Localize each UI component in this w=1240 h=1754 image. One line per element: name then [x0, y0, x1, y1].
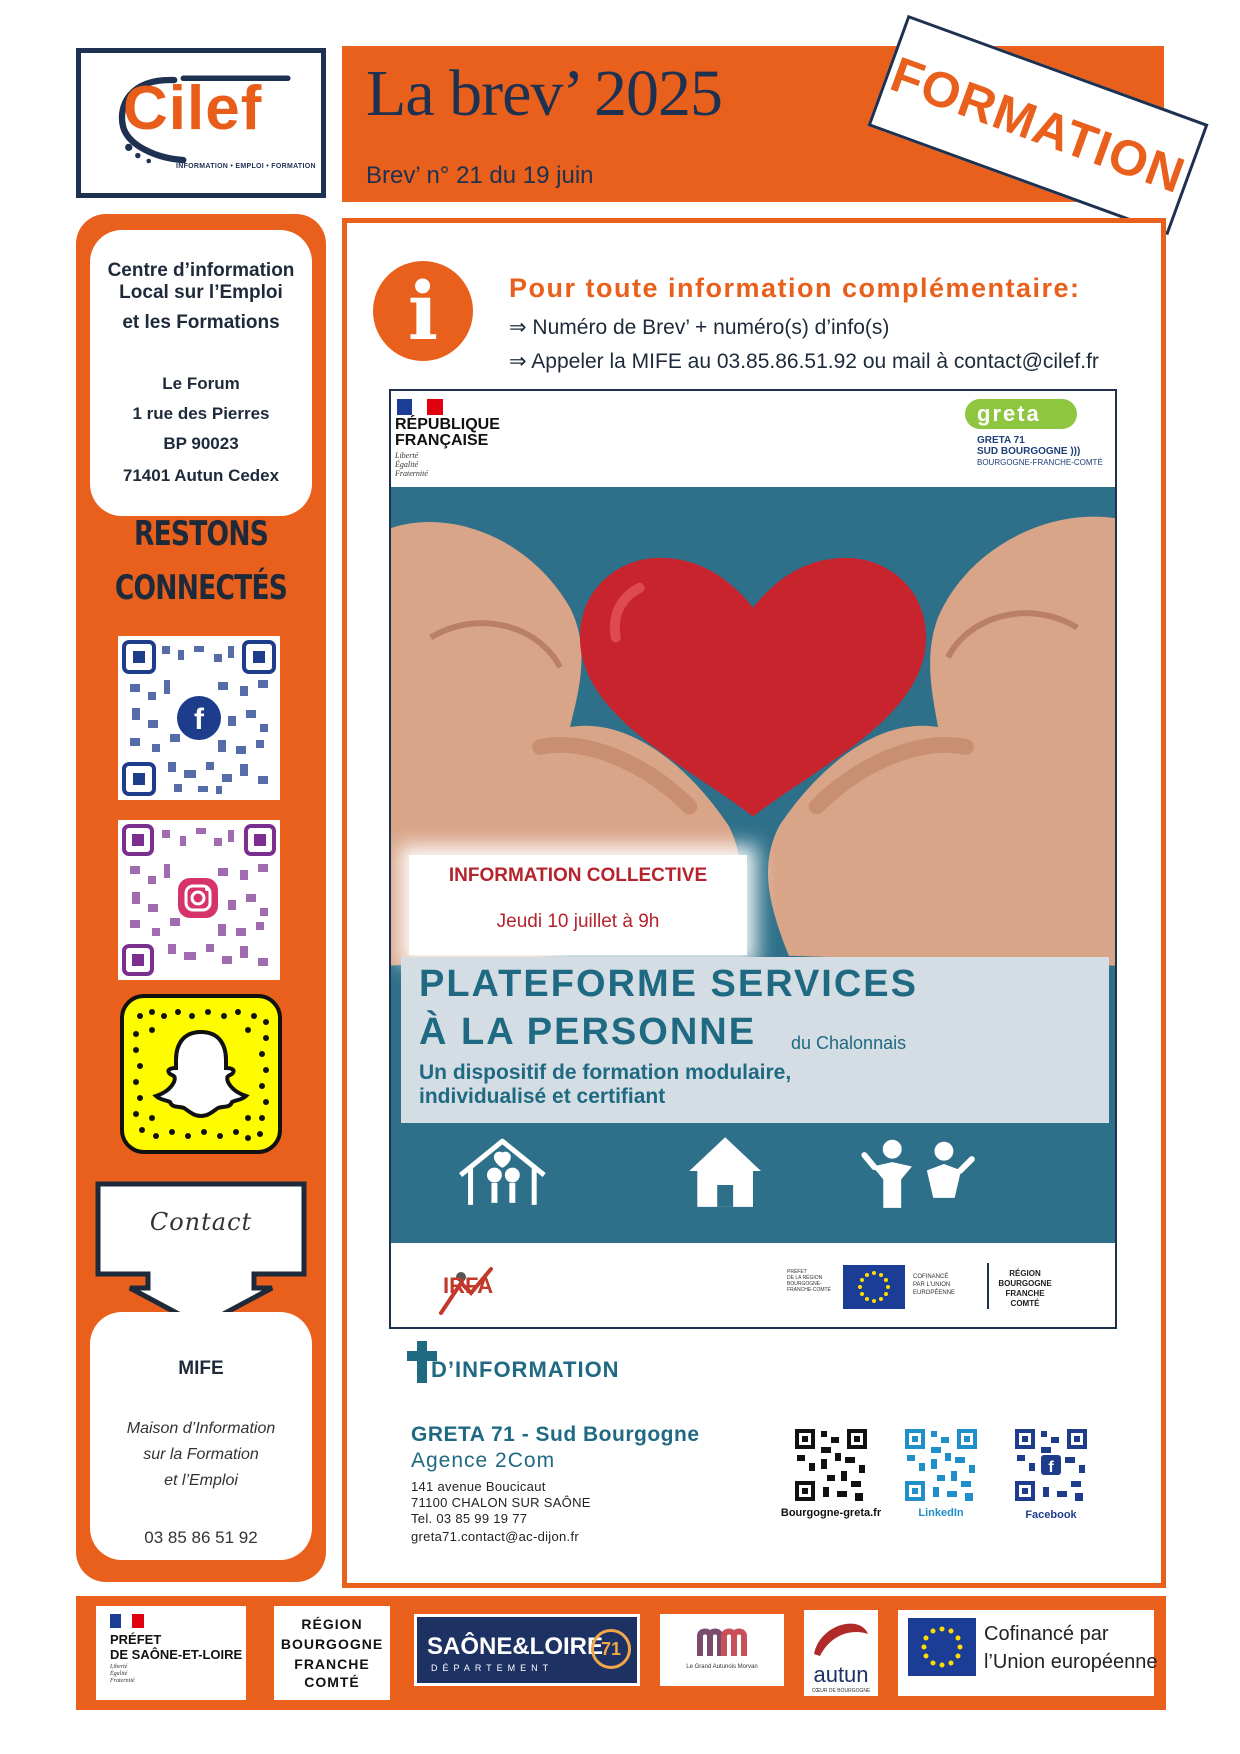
region-bfc-logo — [274, 1606, 390, 1700]
info-line-brev: ⇒ Numéro de Brev’ + numéro(s) d’info(s) — [509, 316, 890, 339]
prefet-line: PRÉFET — [110, 1632, 162, 1647]
eu-cofinance-text — [984, 1620, 1157, 1676]
greta-sub-line: BOURGOGNE-FRANCHE-COMTÉ — [977, 458, 1103, 467]
greta-phone[interactable]: Tel. 03 85 99 19 77 — [411, 1511, 528, 1526]
region-line: COMTÉ — [1010, 1299, 1040, 1308]
eu-flag-icon — [843, 1265, 905, 1309]
poster-region-logo — [995, 1269, 1055, 1309]
motto-line: Liberté — [110, 1664, 128, 1670]
rf-motto-line: Égalité — [395, 460, 419, 469]
cofin-line: COFINANCÉ — [913, 1274, 949, 1280]
info-icon: i — [373, 261, 473, 361]
footer-separator — [987, 1263, 989, 1309]
grand-autunois-text: Le Grand Autunois Morvan — [686, 1664, 758, 1670]
greta-address-line: 141 avenue Boucicaut — [411, 1479, 546, 1494]
contact-arrow-icon — [94, 1180, 308, 1330]
platform-title-line1: PLATEFORME SERVICES — [419, 963, 918, 1005]
newsletter-title: La brev’ 2025 — [366, 57, 722, 130]
motto-line: Égalité — [110, 1671, 128, 1677]
newsletter-issue: Brev’ n° 21 du 19 juin — [366, 162, 594, 189]
center-name-line: et les Formations — [122, 312, 280, 333]
connectes-heading: CONNECTÉS — [114, 568, 288, 608]
more-info-label: D’INFORMATION — [431, 1357, 620, 1382]
eu-line: Cofinancé par — [984, 1623, 1109, 1645]
departement-text: DÉPARTEMENT — [431, 1663, 554, 1673]
dept-71-badge: 71 — [591, 1629, 631, 1669]
rf-line: FRANÇAISE — [395, 432, 489, 449]
rf-line: RÉPUBLIQUE — [395, 416, 500, 433]
poster-cofinance — [913, 1273, 955, 1297]
region-line: FRANCHE — [294, 1656, 370, 1672]
rf-motto-line: Fraternité — [395, 469, 428, 478]
region-line: BOURGOGNE — [998, 1279, 1052, 1288]
cofin-line: EUROPÉENNE — [913, 1290, 956, 1296]
restons-heading: RESTONS — [133, 514, 269, 554]
saone-et-loire-departement-logo — [414, 1614, 640, 1686]
poster-icons-row — [391, 1127, 1115, 1237]
rf-motto — [395, 451, 428, 478]
mife-desc-line: Maison d’Information — [126, 1420, 276, 1437]
motto-line: Fraternité — [110, 1678, 135, 1684]
prefet-text — [110, 1632, 242, 1662]
platform-title-line2: À LA PERSONNE — [419, 1011, 757, 1053]
mife-phone[interactable]: 03 85 86 51 92 — [144, 1528, 258, 1547]
republique-francaise-text — [395, 417, 500, 449]
address-line: 71401 Autun Cedex — [122, 466, 280, 485]
poster-footer — [391, 1243, 1115, 1329]
autun-logo — [804, 1610, 878, 1696]
region-line: RÉGION — [301, 1616, 363, 1632]
poster-prefet-region — [787, 1269, 831, 1293]
autun-text: autun — [813, 1662, 869, 1687]
mife-desc-line: sur la Formation — [143, 1446, 259, 1463]
greta-poster — [389, 389, 1117, 1329]
info-line-contact[interactable]: ⇒ Appeler la MIFE au 03.85.86.51.92 ou mail à contact@cilef.fr — [509, 350, 1099, 373]
cilef-logo — [76, 48, 326, 198]
marianne-flag-icon — [397, 399, 443, 415]
more-info-heading — [405, 1339, 725, 1389]
prefet-line: DE LA RÉGION — [787, 1275, 823, 1281]
address-line: BP 90023 — [163, 434, 239, 453]
facebook-qr-code[interactable] — [118, 636, 280, 800]
sidebar — [76, 214, 326, 1582]
region-line: FRANCHE — [1005, 1289, 1045, 1298]
center-name-line: Centre d’information — [107, 260, 295, 281]
svg-text:f: f — [1048, 1459, 1054, 1476]
platform-subtitle-line: individualisé et certifiant — [419, 1085, 666, 1108]
info-title: Pour toute information complémentaire: — [509, 273, 1081, 303]
platform-subtitle — [419, 1061, 791, 1109]
platform-band — [401, 957, 1109, 1123]
qr-label-facebook: Facebook — [1025, 1509, 1077, 1521]
linkedin-qr-code[interactable] — [903, 1427, 979, 1503]
instagram-qr-icon — [118, 820, 280, 980]
autun-mark-icon — [810, 1614, 872, 1660]
center-name-line: Local sur l’Emploi — [119, 282, 283, 303]
eu-cofinance-logo — [898, 1610, 1158, 1696]
region-line: COMTÉ — [304, 1674, 360, 1690]
svg-text:f: f — [194, 703, 204, 736]
mife-title: MIFE — [178, 1358, 224, 1379]
address-line: 1 rue des Pierres — [132, 404, 270, 423]
autun-subtitle: CŒUR DE BOURGOGNE — [811, 1688, 871, 1694]
greta-logo-text: greta — [965, 399, 1077, 429]
cofin-line: PAR L’UNION — [913, 1282, 951, 1288]
partners-footer — [76, 1596, 1166, 1710]
irfa-logo-text: IRFA — [443, 1273, 494, 1298]
mife-card — [90, 1312, 312, 1560]
prefet-motto — [110, 1664, 135, 1685]
eu-flag-icon — [908, 1618, 976, 1676]
platform-location: du Chalonnais — [791, 1033, 907, 1053]
prefet-saone-et-loire-logo — [96, 1606, 246, 1700]
snapchat-ghost-icon — [120, 994, 282, 1154]
facebook-qr-icon — [118, 636, 280, 800]
contact-label: Contact — [149, 1208, 253, 1236]
poster-header — [391, 391, 1115, 487]
greta-org-name: GRETA 71 - Sud Bourgogne — [411, 1423, 700, 1446]
region-line: RÉGION — [1009, 1269, 1041, 1278]
information-collective-box — [409, 855, 747, 955]
marianne-flag-icon — [110, 1614, 144, 1628]
mife-desc-line: et l’Emploi — [164, 1472, 238, 1489]
facebook-greta-qr-code[interactable] — [1013, 1427, 1089, 1503]
qr-label-website: Bourgogne-greta.fr — [780, 1507, 882, 1519]
main-content — [342, 218, 1166, 1588]
instagram-qr-code[interactable] — [118, 820, 280, 980]
greta-email[interactable]: greta71.contact@ac-dijon.fr — [411, 1529, 579, 1544]
saone-et-loire-text: SAÔNE&LOIRE — [427, 1633, 604, 1660]
care-home-icon — [461, 1141, 545, 1205]
prefet-line: FRANCHE-COMTÉ — [787, 1287, 831, 1293]
grand-autunois-mark-icon — [696, 1626, 748, 1658]
prefet-line: PRÉFET — [787, 1269, 807, 1275]
greta-agency: Agence 2Com — [411, 1449, 556, 1472]
greta-sub-line: GRETA 71 — [977, 435, 1025, 446]
prefet-line: DE SAÔNE-ET-LOIRE — [110, 1647, 243, 1662]
rf-motto-line: Liberté — [395, 451, 419, 460]
qr-label-linkedin: LinkedIn — [918, 1507, 964, 1519]
info-coll-date: Jeudi 10 juillet à 9h — [496, 911, 660, 932]
greta-address-line: 71100 CHALON SUR SAÔNE — [411, 1495, 591, 1510]
greta-logo — [957, 399, 1107, 477]
region-line: BOURGOGNE — [280, 1636, 384, 1652]
address-card — [90, 230, 312, 516]
eu-line: l’Union européenne — [984, 1651, 1158, 1673]
prefet-line: BOURGOGNE- — [787, 1281, 822, 1287]
platform-subtitle-line: Un dispositif de formation modulaire, — [419, 1061, 792, 1084]
address-line: Le Forum — [162, 374, 240, 393]
info-coll-title: INFORMATION COLLECTIVE — [448, 865, 708, 886]
grand-autunois-morvan-logo — [660, 1614, 784, 1686]
greta-website-qr-code[interactable] — [793, 1427, 869, 1503]
cilef-logo-tagline: INFORMATION • EMPLOI • FORMATION — [176, 163, 316, 170]
greta-sub-line: SUD BOURGOGNE ))) — [977, 446, 1081, 457]
house-icon — [689, 1137, 761, 1207]
greta-logo-sub — [977, 435, 1103, 468]
cilef-logo-text: Cilef — [123, 74, 263, 143]
snapchat-code[interactable] — [120, 994, 282, 1154]
formation-stamp-text: FORMATION — [883, 46, 1193, 204]
children-icon — [864, 1140, 971, 1207]
